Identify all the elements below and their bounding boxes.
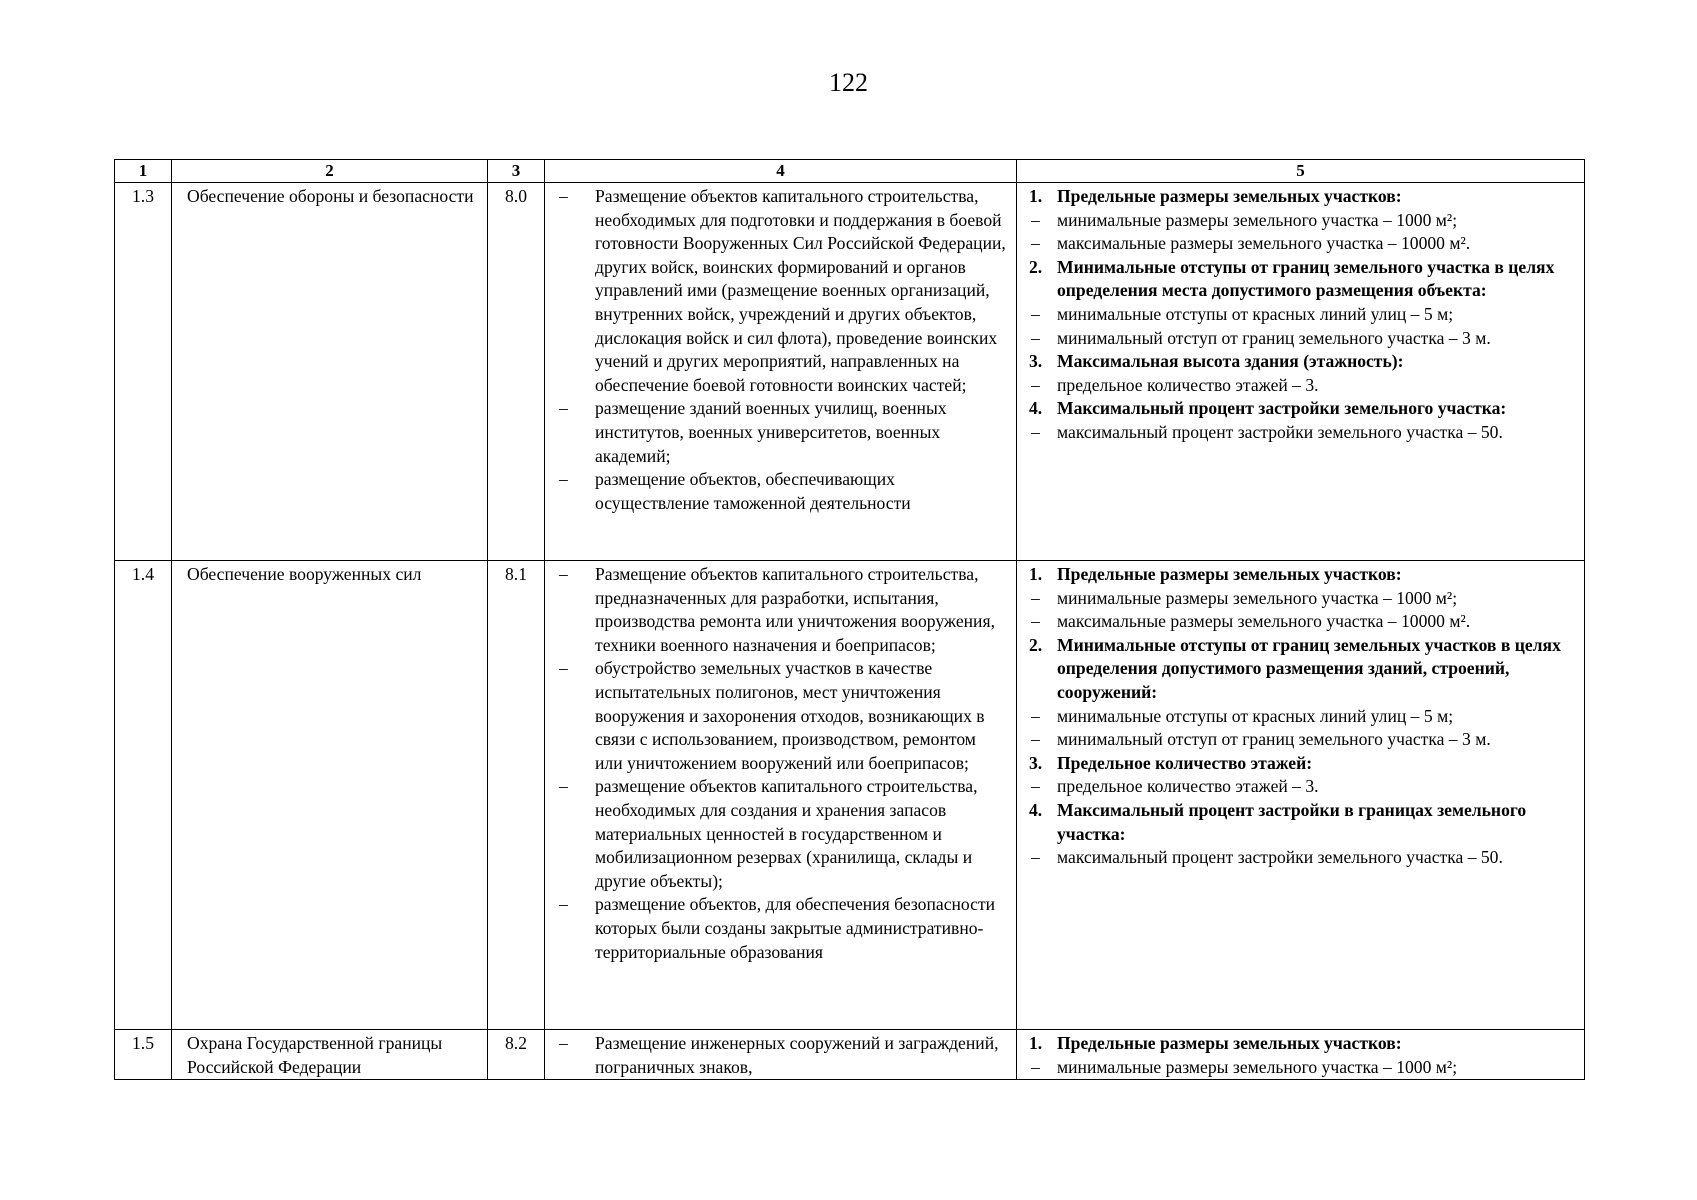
- parameter-value: минимальный отступ от границ земельного участка – 3 м.: [1057, 327, 1491, 348]
- use-description-list: [545, 563, 1006, 964]
- parameter-value: предельное количество этажей – 3.: [1057, 776, 1319, 797]
- parameter-item: [1025, 327, 1578, 351]
- parameter-item: [1025, 232, 1578, 256]
- parameter-group: [1025, 799, 1578, 870]
- use-description-list: [545, 185, 1006, 515]
- parameter-heading: [1025, 799, 1578, 846]
- parameter-number: 2.: [1029, 256, 1043, 277]
- use-type-name-cell: Обеспечение вооруженных сил: [172, 561, 488, 1030]
- use-code-cell: 8.1: [488, 561, 545, 1030]
- parameter-title: Максимальная высота здания (этажность):: [1057, 351, 1404, 372]
- dash-bullet: –: [1031, 233, 1040, 254]
- parameter-group: [1025, 752, 1578, 799]
- parameter-heading: [1025, 185, 1578, 209]
- dash-bullet: –: [1031, 327, 1040, 348]
- parameter-number: 3.: [1029, 351, 1043, 372]
- parameter-item: [1025, 846, 1578, 870]
- list-item: – размещение зданий военных училищ, военных институтов, военных университетов, военных академий;: [545, 397, 1006, 468]
- parameter-group: [1025, 634, 1578, 752]
- list-item: – размещение объектов, обеспечивающих осуществление таможенной деятельности: [545, 468, 1006, 515]
- parameter-value: максимальный процент застройки земельного участка – 50.: [1057, 847, 1503, 868]
- parameters-cell: [1017, 561, 1585, 1030]
- parameter-item: [1025, 374, 1578, 398]
- parameter-group: [1025, 563, 1578, 634]
- dash-bullet: –: [1031, 421, 1040, 442]
- list-item: – Размещение инженерных сооружений и заграждений, пограничных знаков,: [545, 1032, 1006, 1079]
- dash-bullet: –: [1031, 776, 1040, 797]
- parameter-item: [1025, 610, 1578, 634]
- parameter-heading: [1025, 397, 1578, 421]
- parameter-number: 1.: [1029, 186, 1043, 206]
- parameter-item: [1025, 421, 1578, 445]
- parameter-value: предельное количество этажей – 3.: [1057, 374, 1319, 395]
- parameter-group: [1025, 397, 1578, 444]
- use-description-cell: [545, 561, 1017, 1030]
- parameter-heading: [1025, 256, 1578, 303]
- parameter-number: 1.: [1029, 1033, 1043, 1053]
- parameter-value: минимальные размеры земельного участка – 1000 м²;: [1057, 1056, 1458, 1077]
- parameter-value: минимальные отступы от красных линий улиц – 5 м;: [1057, 705, 1454, 726]
- parameter-heading: [1025, 1032, 1578, 1056]
- zoning-regulations-table: [114, 159, 1585, 1080]
- list-item: – Размещение объектов капитального строительства, необходимых для подготовки и поддержания в боевой готовности Вооруженных Сил Российской Федерации, других войск, воинских формирований и органов управлений ими (размещение военных организаций, внутренних войск, учреждений и других объектов, дислокация войск и сил флота), проведение воинских учений и других мероприятий, направленных на обеспечение боевой готовности воинских частей;: [545, 185, 1006, 397]
- parameter-title: Предельные размеры земельных участков:: [1057, 1033, 1402, 1053]
- parameter-value: минимальные размеры земельного участка – 1000 м²;: [1057, 209, 1458, 230]
- parameter-title: Минимальные отступы от границ земельного участка в целях определения места допустимого размещения объекта:: [1057, 256, 1555, 301]
- parameter-group: [1025, 185, 1578, 256]
- table-row: [115, 1030, 1585, 1080]
- parameter-value: минимальный отступ от границ земельного участка – 3 м.: [1057, 729, 1491, 750]
- parameter-heading: [1025, 350, 1578, 374]
- dash-bullet: –: [1031, 729, 1040, 750]
- parameter-item: [1025, 775, 1578, 799]
- table-row: [115, 183, 1585, 561]
- list-item: – обустройство земельных участков в качестве испытательных полигонов, мест уничтожения вооружения и захоронения отходов, возникающих в связи с использованием, производством, ремонтом или уничтожением вооружений или боеприпасов;: [545, 657, 1006, 775]
- header-row: [115, 160, 1585, 183]
- parameter-group: [1025, 1032, 1578, 1079]
- parameter-heading: [1025, 563, 1578, 587]
- parameter-number: 3.: [1029, 752, 1043, 773]
- use-description-cell: [545, 1030, 1017, 1080]
- page-number: 122: [829, 68, 868, 97]
- column-header-4: 4: [545, 160, 1017, 183]
- list-item: – Размещение объектов капитального строительства, предназначенных для разработки, испытания, производства ремонта или уничтожения вооружения, техники военного назначения и боеприпасов;: [545, 563, 1006, 657]
- parameters-list: [1025, 563, 1578, 870]
- parameter-item: [1025, 587, 1578, 611]
- use-type-name-cell: Обеспечение обороны и безопасности: [172, 183, 488, 561]
- dash-bullet: –: [1031, 847, 1040, 868]
- parameter-item: [1025, 705, 1578, 729]
- table-row: [115, 561, 1585, 1030]
- row-number-cell: 1.4: [115, 561, 172, 1030]
- dash-bullet: –: [1031, 374, 1040, 395]
- dash-bullet: –: [1031, 303, 1040, 324]
- parameter-title: Минимальные отступы от границ земельных участков в целях определения допустимого размещения зданий, строений, сооружений:: [1057, 634, 1561, 702]
- list-item: – размещение объектов капитального строительства, необходимых для создания и хранения запасов материальных ценностей в государственном и мобилизационном резервах (хранилища, склады и другие объекты);: [545, 775, 1006, 893]
- parameter-group: [1025, 350, 1578, 397]
- column-header-2: 2: [172, 160, 488, 183]
- parameter-value: минимальные отступы от красных линий улиц – 5 м;: [1057, 303, 1454, 324]
- parameter-number: 1.: [1029, 564, 1043, 584]
- list-item: – размещение объектов, для обеспечения безопасности которых были созданы закрытые административно-территориальные образования: [545, 893, 1006, 964]
- parameter-group: [1025, 256, 1578, 350]
- parameters-cell: [1017, 183, 1585, 561]
- parameter-number: 2.: [1029, 634, 1043, 655]
- parameter-title: Предельные размеры земельных участков:: [1057, 186, 1402, 206]
- parameter-title: Максимальный процент застройки в границах земельного участка:: [1057, 799, 1527, 844]
- dash-bullet: –: [1031, 209, 1040, 230]
- use-type-name-cell: Охрана Государственной границы Российской Федерации: [172, 1030, 488, 1080]
- column-header-3: 3: [488, 160, 545, 183]
- parameters-list: [1025, 185, 1578, 445]
- parameter-heading: [1025, 634, 1578, 705]
- parameter-item: [1025, 728, 1578, 752]
- dash-bullet: –: [1031, 587, 1040, 608]
- parameter-item: [1025, 1056, 1578, 1080]
- parameter-item: [1025, 209, 1578, 233]
- parameter-value: минимальные размеры земельного участка – 1000 м²;: [1057, 587, 1458, 608]
- column-header-5: 5: [1017, 160, 1585, 183]
- parameter-item: [1025, 303, 1578, 327]
- parameter-title: Максимальный процент застройки земельного участка:: [1057, 398, 1507, 419]
- parameter-title: Предельное количество этажей:: [1057, 752, 1313, 773]
- dash-bullet: –: [1031, 705, 1040, 726]
- parameter-title: Предельные размеры земельных участков:: [1057, 564, 1402, 584]
- dash-bullet: –: [1031, 1056, 1040, 1077]
- parameter-number: 4.: [1029, 799, 1043, 820]
- parameter-heading: [1025, 752, 1578, 776]
- use-code-cell: 8.0: [488, 183, 545, 561]
- use-description-list: [545, 1032, 1006, 1079]
- parameter-value: максимальный процент застройки земельного участка – 50.: [1057, 421, 1503, 442]
- row-number-cell: 1.3: [115, 183, 172, 561]
- row-number-cell: 1.5: [115, 1030, 172, 1080]
- use-description-cell: [545, 183, 1017, 561]
- use-code-cell: 8.2: [488, 1030, 545, 1080]
- parameter-value: максимальные размеры земельного участка – 10000 м².: [1057, 611, 1471, 632]
- parameter-value: максимальные размеры земельного участка – 10000 м².: [1057, 233, 1471, 254]
- parameters-cell: [1017, 1030, 1585, 1080]
- parameters-list: [1025, 1032, 1578, 1079]
- parameter-number: 4.: [1029, 398, 1043, 419]
- dash-bullet: –: [1031, 611, 1040, 632]
- column-header-1: 1: [115, 160, 172, 183]
